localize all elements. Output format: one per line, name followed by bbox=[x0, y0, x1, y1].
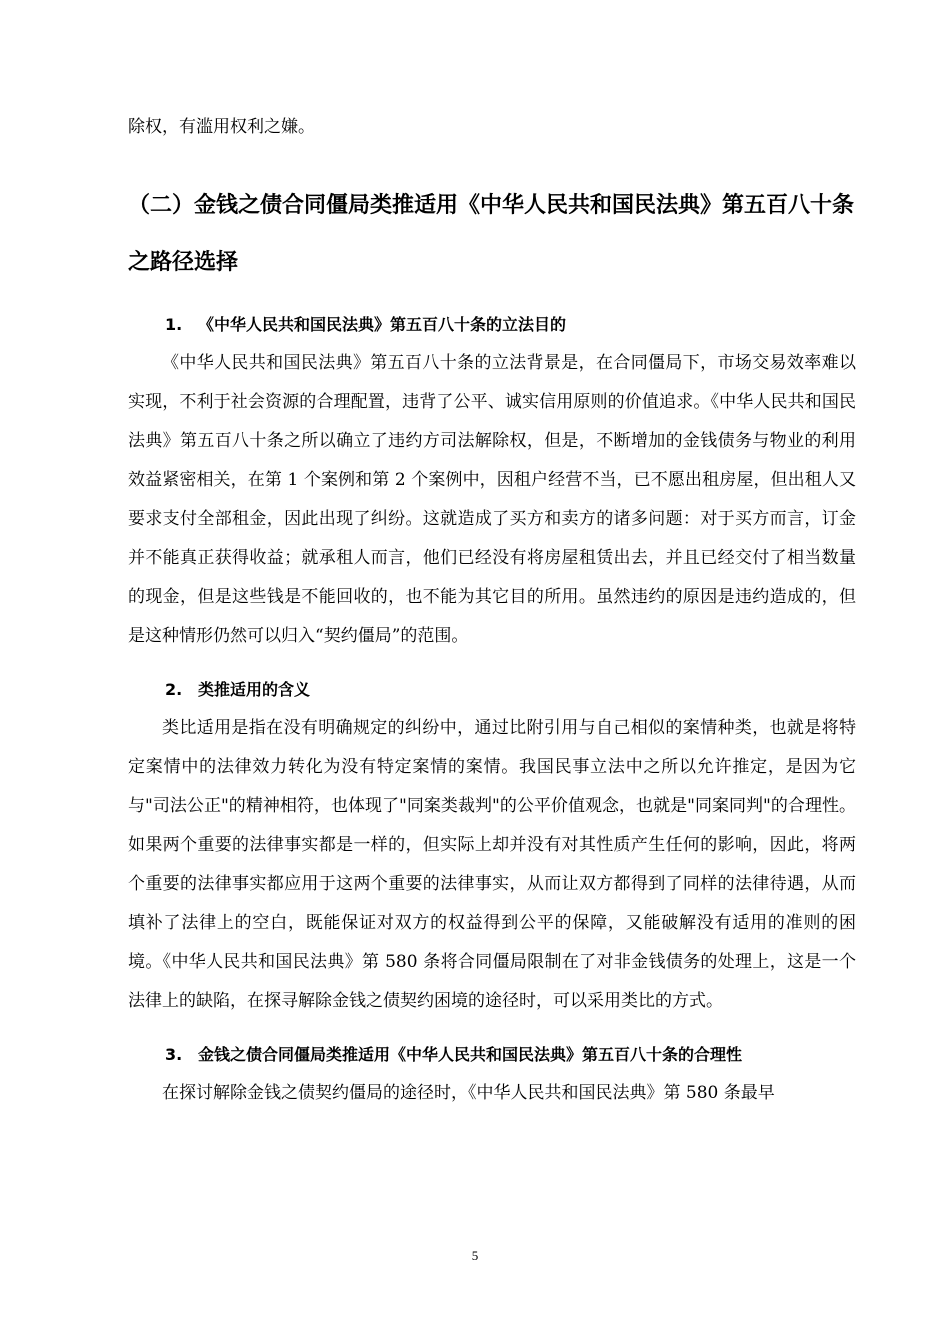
body-paragraph: 《中华人民共和国民法典》第五百八十条的立法背景是，在合同僵局下，市场交易效率难以实现，不利于社会资源的合理配置，违背了公平、诚实信用原则的价值追求。《中华人民共和国民法典》第五百八十条之所以确立了违约方司法解除权，但是，不断增加的金钱债务与物业的利用效益紧密相关，在第 1 个案例和第 2 个案例中，因租户经营不当，已不愿出租房屋，但出租人又要求支付全部租金，因此出现了纠纷。这就造成了买方和卖方的诸多问题：对于买方而言，订金并不能真正获得收益；就承租人而言，他们已经没有将房屋租赁出去，并且已经交付了相当数量的现金，但是这些钱是不能回收的，也不能为其它目的所用。虽然违约的原因是违约造成的，但是这种情形仍然可以归入“契约僵局”的范围。 bbox=[128, 353, 856, 646]
opening-paragraph: 除权，有滥用权利之嫌。 bbox=[128, 117, 315, 137]
subsection-heading bbox=[165, 670, 856, 709]
body-paragraph: 在探讨解除金钱之债契约僵局的途径时，《中华人民共和国民法典》第 580 条最早 bbox=[162, 1083, 775, 1103]
subsection-title: 《中华人民共和国民法典》第五百八十条的立法目的 bbox=[198, 315, 567, 334]
page-number: 5 bbox=[471, 1248, 479, 1263]
subsection-heading bbox=[165, 305, 856, 344]
subsection-title: 金钱之债合同僵局类推适用《中华人民共和国民法典》第五百八十条的合理性 bbox=[198, 1045, 743, 1064]
subsection-number: 1. bbox=[165, 315, 183, 334]
document-page bbox=[128, 108, 856, 1113]
subsection-number: 2. bbox=[165, 680, 183, 699]
subsection-number: 3. bbox=[165, 1045, 183, 1064]
section-heading: （二）金钱之债合同僵局类推适用《中华人民共和国民法典》第五百八十条之路径选择 bbox=[128, 193, 855, 275]
body-paragraph: 类比适用是指在没有明确规定的纠纷中，通过比附引用与自己相似的案情种类，也就是将特定案情中的法律效力转化为没有特定案情的案情。我国民事立法中之所以允许推定，是因为它与"司法公正"的精神相符，也体现了"同案类裁判"的公平价值观念，也就是"同案同判"的合理性。如果两个重要的法律事实都是一样的，但实际上却并没有对其性质产生任何的影响，因此，将两个重要的法律事实都应用于这两个重要的法律事实，从而让双方都得到了同样的法律待遇，从而填补了法律上的空白，既能保证对双方的权益得到公平的保障，又能破解没有适用的准则的困境。《中华人民共和国民法典》第 580 条将合同僵局限制在了对非金钱债务的处理上，这是一个法律上的缺陷，在探寻解除金钱之债契约困境的途径时，可以采用类比的方式。 bbox=[128, 718, 856, 1011]
subsection-3 bbox=[128, 1035, 856, 1113]
subsection-1 bbox=[128, 305, 856, 656]
subsection-title: 类推适用的含义 bbox=[198, 680, 311, 699]
subsection-heading bbox=[165, 1035, 856, 1074]
subsection-2 bbox=[128, 670, 856, 1021]
